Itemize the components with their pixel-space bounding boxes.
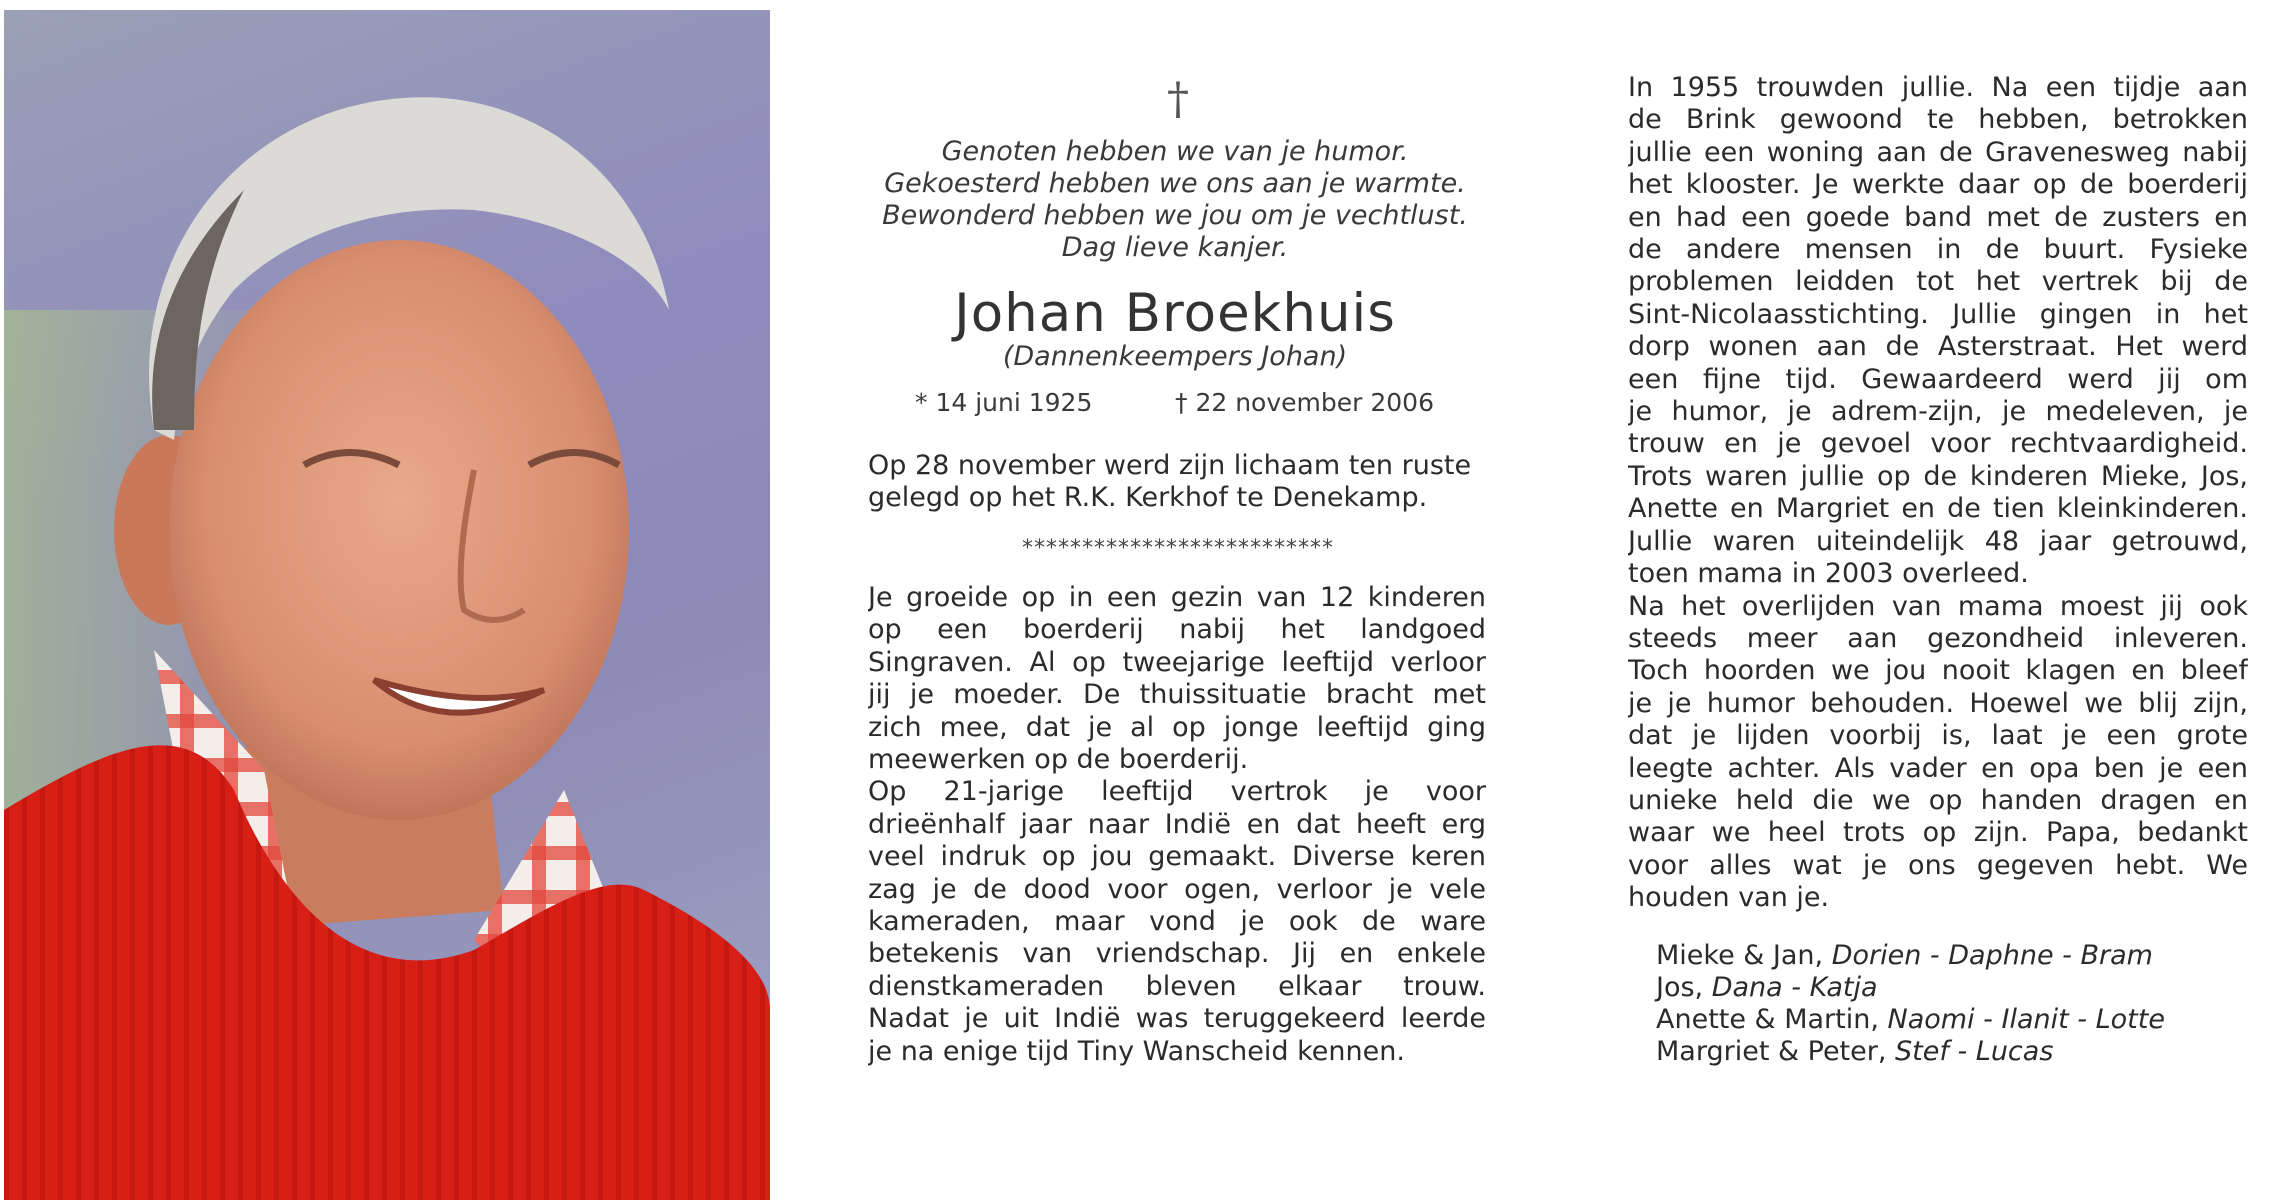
poem-line: Bewonderd hebben we jou om je vechtlust.: [882, 200, 1468, 231]
text-line: dat je lijden voorbij is, laat je een grote: [1628, 720, 2248, 752]
family-parents: Jos,: [1656, 972, 1712, 1003]
text-line: Op 21-jarige leeftijd vertrok je voor: [868, 776, 1486, 808]
portrait-illustration: [4, 10, 770, 1200]
text-line: betekenis van vriendschap. Jij en enkele: [868, 938, 1486, 970]
burial-line: gelegd op het R.K. Kerkhof te Denekamp.: [868, 482, 1428, 513]
poem-line: Gekoesterd hebben we ons aan je warmte.: [884, 168, 1466, 199]
burial-notice: [868, 450, 1488, 514]
text-line: jullie een woning aan de Gravenesweg nabij: [1628, 136, 2248, 168]
text-line: op een boerderij nabij het landgoed: [868, 614, 1486, 646]
family-row: [1656, 972, 2256, 1004]
family-grandchildren: Dorien - Daphne - Bram: [1831, 940, 2153, 971]
text-line: In 1955 trouwden jullie. Na een tijdje aan: [1628, 72, 2248, 103]
deceased-nickname: (Dannenkeempers Johan): [1002, 341, 1348, 372]
text-line: een fijne tijd. Gewaardeerd werd jij om: [1628, 363, 2248, 395]
family-row: [1656, 1036, 2256, 1068]
family-parents: Margriet & Peter,: [1656, 1036, 1896, 1067]
separator-stars: **************************: [1022, 536, 1334, 561]
life-story-text: [1628, 72, 2248, 915]
family-grandchildren: Naomi - Ilanit - Lotte: [1887, 1004, 2165, 1035]
text-line: Toch hoorden we jou nooit klagen en bleef: [1628, 655, 2248, 687]
text-line: problemen leidden tot het vertrek bij de: [1628, 266, 2248, 298]
family-row: [1656, 1004, 2256, 1036]
text-line: leegte achter. Als vader en opa ben je een: [1628, 752, 2248, 784]
text-line: waar we heel trots op zijn. Papa, bedankt: [1628, 817, 2248, 849]
text-line: Singraven. Al op tweejarige leeftijd verloor: [868, 646, 1486, 678]
text-line: toen mama in 2003 overleed.: [1628, 558, 2029, 590]
text-line: de Brink gewoond te hebben, betrokken: [1628, 104, 2248, 136]
text-line: je humor, je adrem-zijn, je medeleven, je: [1628, 396, 2248, 428]
birth-date: * 14 juni 1925: [915, 388, 1093, 417]
text-line: Na het overlijden van mama moest jij ook: [1628, 590, 2248, 622]
text-line: voor alles wat je ons gegeven hebt. We: [1628, 849, 2248, 881]
family-grandchildren: Stef - Lucas: [1895, 1036, 2054, 1067]
text-line: unieke held die we op handen dragen en: [1628, 784, 2248, 816]
text-line: dorp wonen aan de Asterstraat. Het werd: [1628, 331, 2248, 363]
family-parents: Anette & Martin,: [1656, 1004, 1888, 1035]
biography-text: [868, 582, 1486, 1068]
text-line: zich mee, dat je al op jonge leeftijd ging: [868, 711, 1486, 743]
text-line: Anette en Margriet en de tien kleinkinderen.: [1628, 493, 2248, 525]
text-line: Nadat je uit Indië was teruggekeerd leerde: [868, 1003, 1486, 1035]
text-line: houden van je.: [1628, 882, 1830, 914]
face: [169, 240, 629, 820]
family-grandchildren: Dana - Katja: [1711, 972, 1878, 1003]
text-line: dienstkameraden bleven elkaar trouw.: [868, 970, 1486, 1002]
death-date: † 22 november 2006: [1175, 388, 1434, 417]
text-line: je je humor behouden. Hoewel we blij zijn,: [1628, 687, 2248, 719]
family-parents: Mieke & Jan,: [1656, 940, 1832, 971]
text-line: Trots waren jullie op de kinderen Mieke, Jos,: [1628, 460, 2248, 492]
memorial-poem: [860, 136, 1490, 264]
text-line: meewerken op de boerderij.: [868, 744, 1249, 776]
portrait-photo: [4, 10, 770, 1200]
text-line: en had een goede band met de zusters en: [1628, 201, 2248, 233]
text-line: kameraden, maar vond je ook de ware: [868, 906, 1486, 938]
text-line: drieënhalf jaar naar Indië en dat heeft erg: [868, 808, 1486, 840]
family-signatures: [1656, 940, 2256, 1068]
text-line: Jullie waren uiteindelijk 48 jaar getrouwd,: [1628, 525, 2248, 557]
deceased-name: Johan Broekhuis: [954, 283, 1396, 344]
text-line: trouw en je gevoel voor rechtvaardigheid.: [1628, 428, 2248, 460]
text-line: Je groeide op in een gezin van 12 kinderen: [868, 582, 1486, 613]
text-line: zag je de dood voor ogen, verloor je vele: [868, 873, 1486, 905]
cross-symbol: †: [1167, 74, 1189, 125]
text-line: steeds meer aan gezondheid inleveren.: [1628, 622, 2248, 654]
text-line: de andere mensen in de buurt. Fysieke: [1628, 234, 2248, 266]
poem-line: Dag lieve kanjer.: [1061, 232, 1289, 263]
burial-line: Op 28 november werd zijn lichaam ten ruste: [868, 450, 1472, 481]
text-line: Sint-Nicolaasstichting. Jullie gingen in het: [1628, 298, 2248, 330]
text-line: je na enige tijd Tiny Wanscheid kennen.: [868, 1035, 1405, 1067]
family-row: [1656, 940, 2256, 972]
poem-line: Genoten hebben we van je humor.: [941, 136, 1409, 167]
text-line: jij je moeder. De thuissituatie bracht met: [868, 679, 1486, 711]
text-line: veel indruk op jou gemaakt. Diverse keren: [868, 841, 1486, 873]
text-line: het klooster. Je werkte daar op de boerderij: [1628, 169, 2248, 201]
